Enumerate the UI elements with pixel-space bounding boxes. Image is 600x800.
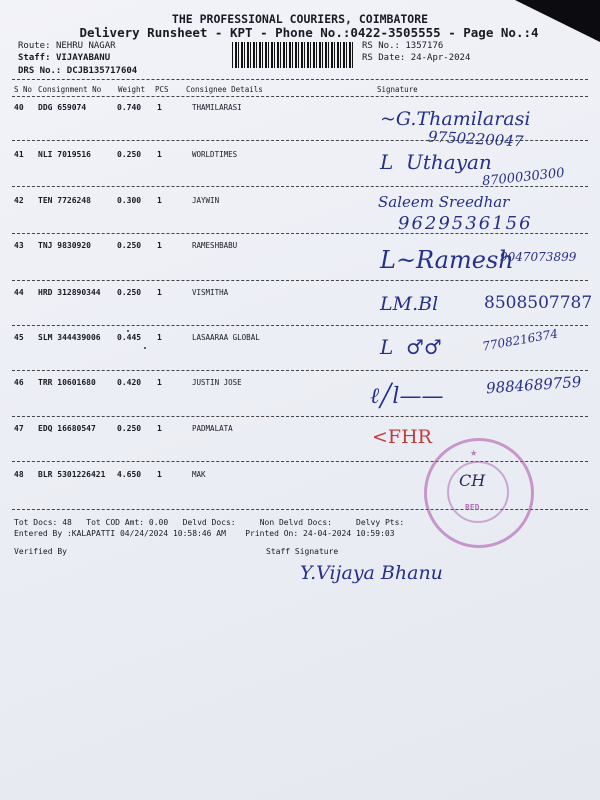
col-header-weight: Weight [118, 85, 146, 94]
drs-line: DRS No.: DCJB135717604 [18, 66, 138, 76]
handwritten-signature: ~G.Thamilarasi [380, 108, 531, 130]
row-consignment: DDG 659074 [38, 103, 87, 112]
row-weight: 4.650 [117, 470, 142, 479]
tot-cod-value: 0.00 [148, 518, 169, 527]
divider [12, 79, 588, 80]
col-header-sno: S No [14, 85, 33, 94]
row-sno: 44 [14, 288, 24, 297]
row-divider [12, 280, 588, 281]
row-consignee: LASAARAA GLOBAL [192, 333, 260, 342]
row-consignee: THAMILARASI [192, 103, 242, 112]
verified-by-label: Verified By [14, 547, 67, 556]
row-divider [12, 416, 588, 417]
row-consignee: JUSTIN JOSE [192, 378, 242, 387]
row-sno: 45 [14, 333, 24, 342]
stamp-code: RED [465, 503, 480, 512]
row-consignment: HRD 312890344 [38, 288, 101, 297]
row-sno: 40 [14, 103, 24, 112]
staff-value: VIJAYABANU [55, 53, 111, 63]
runsheet-title: Delivery Runsheet - KPT - Phone No.:0422-3505555 - Page No.:4 [79, 25, 539, 40]
row-weight: 0.250 [117, 288, 142, 297]
row-consignee: JAYWIN [192, 196, 220, 205]
row-pcs: 1 [157, 424, 162, 433]
divider [12, 96, 588, 97]
handwritten-signature: Saleem Sreedhar [378, 193, 510, 211]
row-consignee: VISMITHA [192, 288, 229, 297]
handwritten-signature: LM.Bl [380, 293, 439, 315]
handwritten-signature: 9629536156 [398, 213, 533, 234]
row-sno: 43 [14, 241, 24, 250]
company-title: THE PROFESSIONAL COURIERS, COIMBATORE [171, 12, 429, 26]
row-weight: 0.250 [117, 424, 142, 433]
row-pcs: 1 [157, 150, 162, 159]
rs-no-line: RS No.: 1357176 [362, 41, 444, 51]
row-pcs: 1 [157, 103, 162, 112]
row-consignee: PADMALATA [192, 424, 233, 433]
row-sno: 46 [14, 378, 24, 387]
dot [127, 330, 129, 332]
row-pcs: 1 [157, 470, 162, 479]
office-stamp [424, 438, 534, 548]
handwritten-signature: ℓ╱l—— [370, 384, 444, 409]
row-divider [12, 325, 588, 326]
row-weight: 0.445 [117, 333, 142, 342]
col-header-signature: Signature [377, 85, 418, 94]
route-value: NEHRU NAGAR [55, 41, 116, 51]
row-weight: 0.420 [117, 378, 142, 387]
row-consignment: SLM 344439006 [38, 333, 101, 342]
drs-value: DCJB135717604 [66, 66, 138, 76]
col-header-consignee: Consignee Details [186, 85, 263, 94]
row-consignment: BLR 5301226421 [38, 470, 106, 479]
handwritten-initials: CH [459, 471, 486, 490]
handwritten-signature: 8508507787 [484, 293, 593, 313]
row-sno: 48 [14, 470, 24, 479]
row-divider [12, 370, 588, 371]
handwritten-signature: 9047073899 [500, 250, 577, 264]
row-sno: 47 [14, 424, 24, 433]
barcode [232, 42, 354, 68]
handwritten-signature: 9750220047 [427, 127, 524, 151]
totals-line: Tot Docs: 48 Tot COD Amt: 0.00 Delvd Docs: Non Delvd Docs: Delvy Pts: [14, 518, 405, 527]
staff-line: Staff: VIJAYABANU [18, 53, 111, 63]
handwritten-signature: L ♂♂ [380, 335, 442, 359]
dot [144, 347, 146, 349]
row-weight: 0.300 [117, 196, 142, 205]
row-sno: 41 [14, 150, 24, 159]
row-consignment: TRR 10601680 [38, 378, 96, 387]
handwritten-annotation: <FHR [372, 426, 432, 448]
row-consignee: MAK [192, 470, 206, 479]
row-consignment: TEN 7726248 [38, 196, 91, 205]
row-consignment: EDQ 16680547 [38, 424, 96, 433]
handwritten-signature: 7708216374 [481, 326, 559, 354]
row-sno: 42 [14, 196, 24, 205]
row-consignment: NLI 7019516 [38, 150, 91, 159]
handwritten-signature: L Uthayan [380, 150, 492, 174]
row-pcs: 1 [157, 196, 162, 205]
staff-signature: Y.Vijaya Bhanu [300, 562, 443, 584]
handwritten-signature: 8700030300 [481, 165, 566, 190]
row-consignment: TNJ 9830920 [38, 241, 91, 250]
row-pcs: 1 [157, 241, 162, 250]
row-pcs: 1 [157, 378, 162, 387]
row-weight: 0.250 [117, 241, 142, 250]
row-consignee: WORLDTIMES [192, 150, 238, 159]
rs-date-value: 24-Apr-2024 [410, 53, 471, 63]
row-weight: 0.740 [117, 103, 142, 112]
printed-on-value: 24-04-2024 10:59:03 [303, 529, 395, 538]
entered-by-line: Entered By :KALAPATTI 04/24/2024 10:58:46 AM Printed On: 24-04-2024 10:59:03 [14, 529, 395, 538]
col-header-consignment: Consignment No [38, 85, 102, 94]
entered-by-value: KALAPATTI 04/24/2024 10:58:46 AM [71, 529, 226, 538]
tot-docs-value: 48 [62, 518, 72, 527]
staff-signature-label: Staff Signature [266, 547, 339, 556]
handwritten-signature: L~Ramesh [380, 246, 514, 274]
row-pcs: 1 [157, 288, 162, 297]
star-icon: ★ [470, 445, 478, 459]
row-weight: 0.250 [117, 150, 142, 159]
handwritten-signature: 9884689759 [485, 372, 582, 398]
route-line: Route: NEHRU NAGAR [18, 41, 116, 51]
rs-no-value: 1357176 [405, 41, 444, 51]
col-header-pcs: PCS [155, 85, 169, 94]
rs-date-line: RS Date: 24-Apr-2024 [362, 53, 471, 63]
row-consignee: RAMESHBABU [192, 241, 238, 250]
row-pcs: 1 [157, 333, 162, 342]
